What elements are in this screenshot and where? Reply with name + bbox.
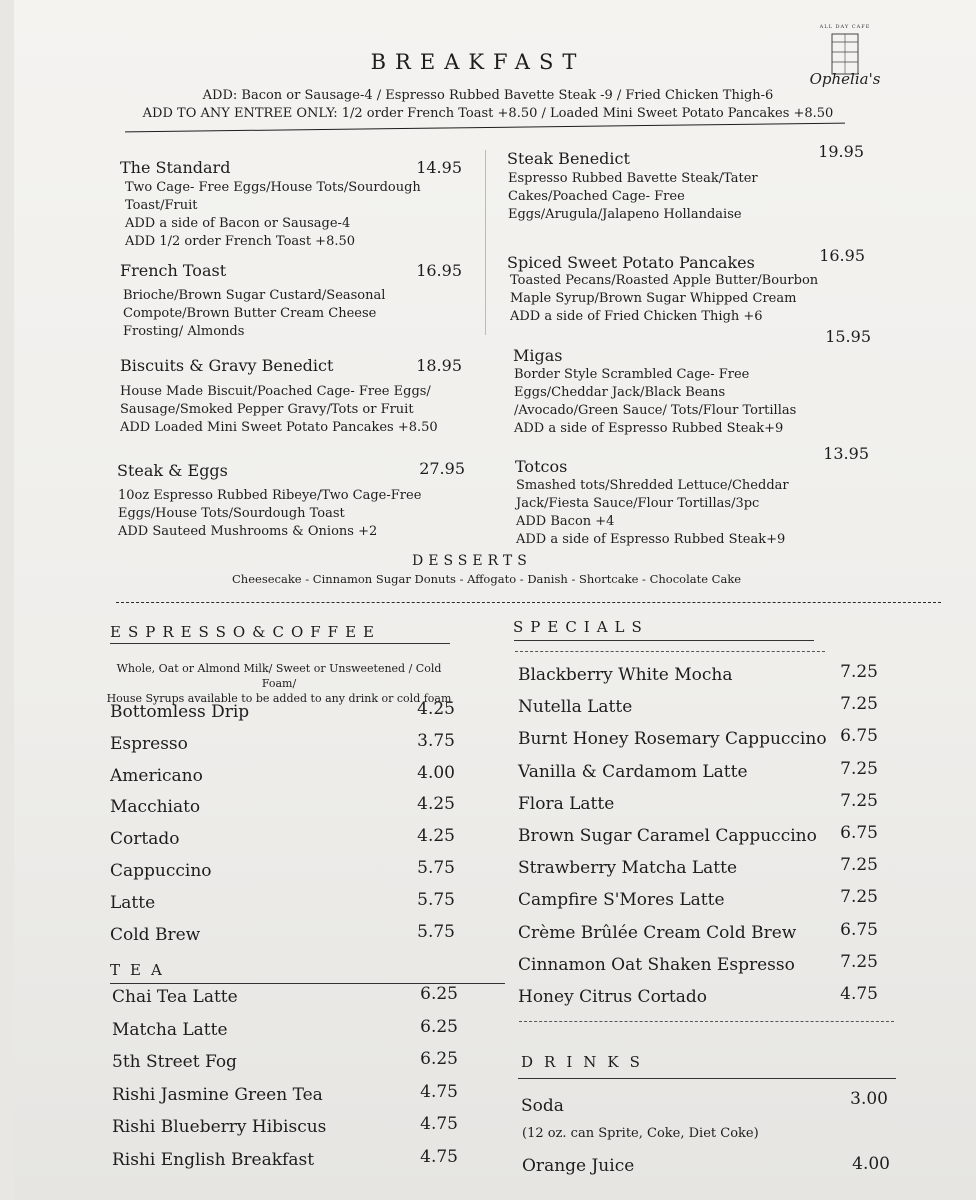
- tea-item-price: 6.25: [420, 1049, 458, 1069]
- coffee-rule: [110, 643, 450, 644]
- item-description: Espresso Rubbed Bavette Steak/Tater Cakes/Poached Cage- Free Eggs/Arugula/Jalapeno Hollandaise: [508, 171, 758, 222]
- item-description: Smashed tots/Shredded Lettuce/Cheddar Jack/Fiesta Sauce/Flour Tortillas/3pc ADD Bacon +4 ADD a side of Espresso Rubbed Steak+9: [516, 478, 789, 547]
- specials-rule-2: [515, 651, 825, 652]
- coffee-note: Whole, Oat or Almond Milk/ Sweet or Unsweetened / Cold Foam/ House Syrups available to be added to any drink or cold foam: [106, 662, 452, 705]
- coffee-item-name: Espresso: [110, 733, 188, 754]
- column-divider: [485, 150, 486, 335]
- coffee-title: ESPRESSO&COFFEE: [110, 623, 381, 641]
- item-name: Steak Benedict: [507, 149, 630, 168]
- add-line-2: ADD TO ANY ENTREE ONLY: 1/2 order French Toast +8.50 / Loaded Mini Sweet Potato Pancakes +8.50: [142, 106, 834, 121]
- drink-name: Orange Juice: [522, 1156, 635, 1176]
- special-item-price: 7.25: [840, 790, 878, 811]
- coffee-item-price: 4.00: [417, 762, 455, 783]
- logo-tagline: ALL DAY CAFE: [819, 24, 871, 30]
- tea-item-price: 4.75: [420, 1114, 458, 1134]
- specials-rule: [514, 640, 814, 641]
- special-item-price: 7.25: [840, 758, 878, 779]
- item-description: Two Cage- Free Eggs/House Tots/Sourdough Toast/Fruit ADD a side of Bacon or Sausage-4 ADD 1/2 order French Toast +8.50: [125, 180, 421, 249]
- add-line-1: ADD: Bacon or Sausage-4 / Espresso Rubbed Bavette Steak -9 / Fried Chicken Thigh-6: [202, 88, 774, 103]
- item-price: 16.95: [819, 246, 865, 265]
- coffee-item-name: Bottomless Drip: [110, 702, 250, 722]
- item-name: Migas: [513, 346, 563, 365]
- item-description: 10oz Espresso Rubbed Ribeye/Two Cage-Free Eggs/House Tots/Sourdough Toast ADD Sauteed Mushrooms & Onions +2: [118, 488, 422, 539]
- drink-price: 3.00: [850, 1089, 888, 1109]
- tea-item-name: Rishi Jasmine Green Tea: [112, 1084, 323, 1105]
- drinks-rule: [518, 1078, 896, 1079]
- special-item-price: 7.25: [840, 694, 878, 715]
- item-price: 14.95: [416, 158, 462, 177]
- coffee-item-price: 3.75: [417, 730, 455, 751]
- tea-item-price: 4.75: [420, 1081, 458, 1102]
- item-name: Totcos: [515, 457, 568, 476]
- special-item-name: Brown Sugar Caramel Cappuccino: [518, 826, 817, 846]
- coffee-item-name: Americano: [110, 765, 203, 786]
- item-price: 19.95: [818, 142, 864, 161]
- special-item-name: Campfire S'Mores Latte: [518, 890, 725, 911]
- tea-item-price: 6.25: [420, 1016, 458, 1037]
- tea-title: TEA: [110, 961, 172, 979]
- desserts-title: DESSERTS: [412, 553, 532, 569]
- item-name: Steak & Eggs: [117, 461, 228, 480]
- item-description: Border Style Scrambled Cage- Free Eggs/Cheddar Jack/Black Beans /Avocado/Green Sauce/ Tots/Flour Tortillas ADD a side of Espresso Rubbed Steak+9: [514, 367, 797, 436]
- item-description: Brioche/Brown Sugar Custard/Seasonal Compote/Brown Butter Cream Cheese Frosting/ Almonds: [123, 288, 386, 339]
- special-item-name: Flora Latte: [518, 793, 615, 814]
- cafe-logo: [800, 18, 890, 98]
- item-name: Spiced Sweet Potato Pancakes: [507, 253, 755, 272]
- item-description: House Made Biscuit/Poached Cage- Free Eggs/ Sausage/Smoked Pepper Gravy/Tots or Fruit ADD Loaded Mini Sweet Potato Pancakes +8.50: [120, 384, 438, 435]
- breakfast-title-text: BREAKFAST: [370, 50, 586, 74]
- special-item-name: Vanilla & Cardamom Latte: [518, 761, 748, 782]
- coffee-item-name: Cold Brew: [110, 924, 201, 945]
- item-price: 16.95: [416, 261, 462, 280]
- drinks-rule-top: [519, 1021, 894, 1022]
- special-item-price: 7.25: [840, 887, 878, 908]
- coffee-item-price: 5.75: [417, 889, 455, 910]
- logo-text: Ophelia's: [809, 70, 881, 88]
- item-price: 13.95: [823, 444, 869, 463]
- special-item-name: Strawberry Matcha Latte: [518, 858, 738, 879]
- special-item-name: Crème Brûlée Cream Cold Brew: [518, 922, 797, 943]
- desserts-rule: [116, 602, 941, 603]
- tea-item-name: Rishi Blueberry Hibiscus: [112, 1117, 327, 1137]
- special-item-price: 7.25: [840, 951, 878, 972]
- special-item-price: 6.75: [840, 726, 878, 747]
- item-name: The Standard: [120, 158, 231, 177]
- coffee-item-price: 5.75: [417, 921, 455, 942]
- drink-note: (12 oz. can Sprite, Coke, Diet Coke): [522, 1126, 759, 1141]
- tea-item-price: 6.25: [420, 984, 458, 1004]
- coffee-item-price: 5.75: [417, 858, 455, 878]
- special-item-name: Nutella Latte: [518, 697, 633, 718]
- special-item-name: Honey Citrus Cortado: [518, 987, 708, 1007]
- item-name: French Toast: [120, 261, 227, 280]
- coffee-item-price: 4.25: [417, 699, 455, 719]
- drink-price: 4.00: [852, 1154, 890, 1174]
- special-item-name: Burnt Honey Rosemary Cappuccino: [518, 729, 827, 750]
- item-name: Biscuits & Gravy Benedict: [120, 356, 334, 375]
- tea-item-name: 5th Street Fog: [112, 1052, 237, 1072]
- desserts-items: Cheesecake - Cinnamon Sugar Donuts - Affogato - Danish - Shortcake - Chocolate Cake: [232, 572, 742, 586]
- coffee-item-price: 4.25: [417, 826, 455, 847]
- special-item-price: 4.75: [840, 984, 878, 1004]
- coffee-item-name: Cortado: [110, 829, 180, 850]
- item-price: 27.95: [419, 459, 465, 478]
- drinks-title: DRINKS: [521, 1053, 651, 1071]
- special-item-price: 7.25: [840, 662, 878, 682]
- item-description: Toasted Pecans/Roasted Apple Butter/Bourbon Maple Syrup/Brown Sugar Whipped Cream ADD a side of Fried Chicken Thigh +6: [510, 273, 819, 324]
- coffee-item-name: Macchiato: [110, 797, 201, 818]
- coffee-item-name: Cappuccino: [110, 861, 212, 881]
- item-price: 15.95: [825, 327, 871, 346]
- special-item-price: 6.75: [840, 823, 878, 843]
- tea-item-name: Chai Tea Latte: [112, 987, 238, 1007]
- tea-item-name: Rishi English Breakfast: [112, 1149, 315, 1170]
- specials-title: SPECIALS: [513, 618, 649, 636]
- tea-item-name: Matcha Latte: [112, 1019, 228, 1040]
- special-item-price: 6.75: [840, 919, 878, 940]
- tea-item-price: 4.75: [420, 1146, 458, 1167]
- special-item-name: Cinnamon Oat Shaken Espresso: [518, 954, 795, 975]
- coffee-item-name: Latte: [110, 892, 156, 913]
- special-item-name: Blackberry White Mocha: [518, 665, 733, 685]
- drink-name: Soda: [521, 1096, 564, 1116]
- special-item-price: 7.25: [840, 855, 878, 876]
- item-price: 18.95: [416, 356, 462, 375]
- coffee-item-price: 4.25: [417, 794, 455, 815]
